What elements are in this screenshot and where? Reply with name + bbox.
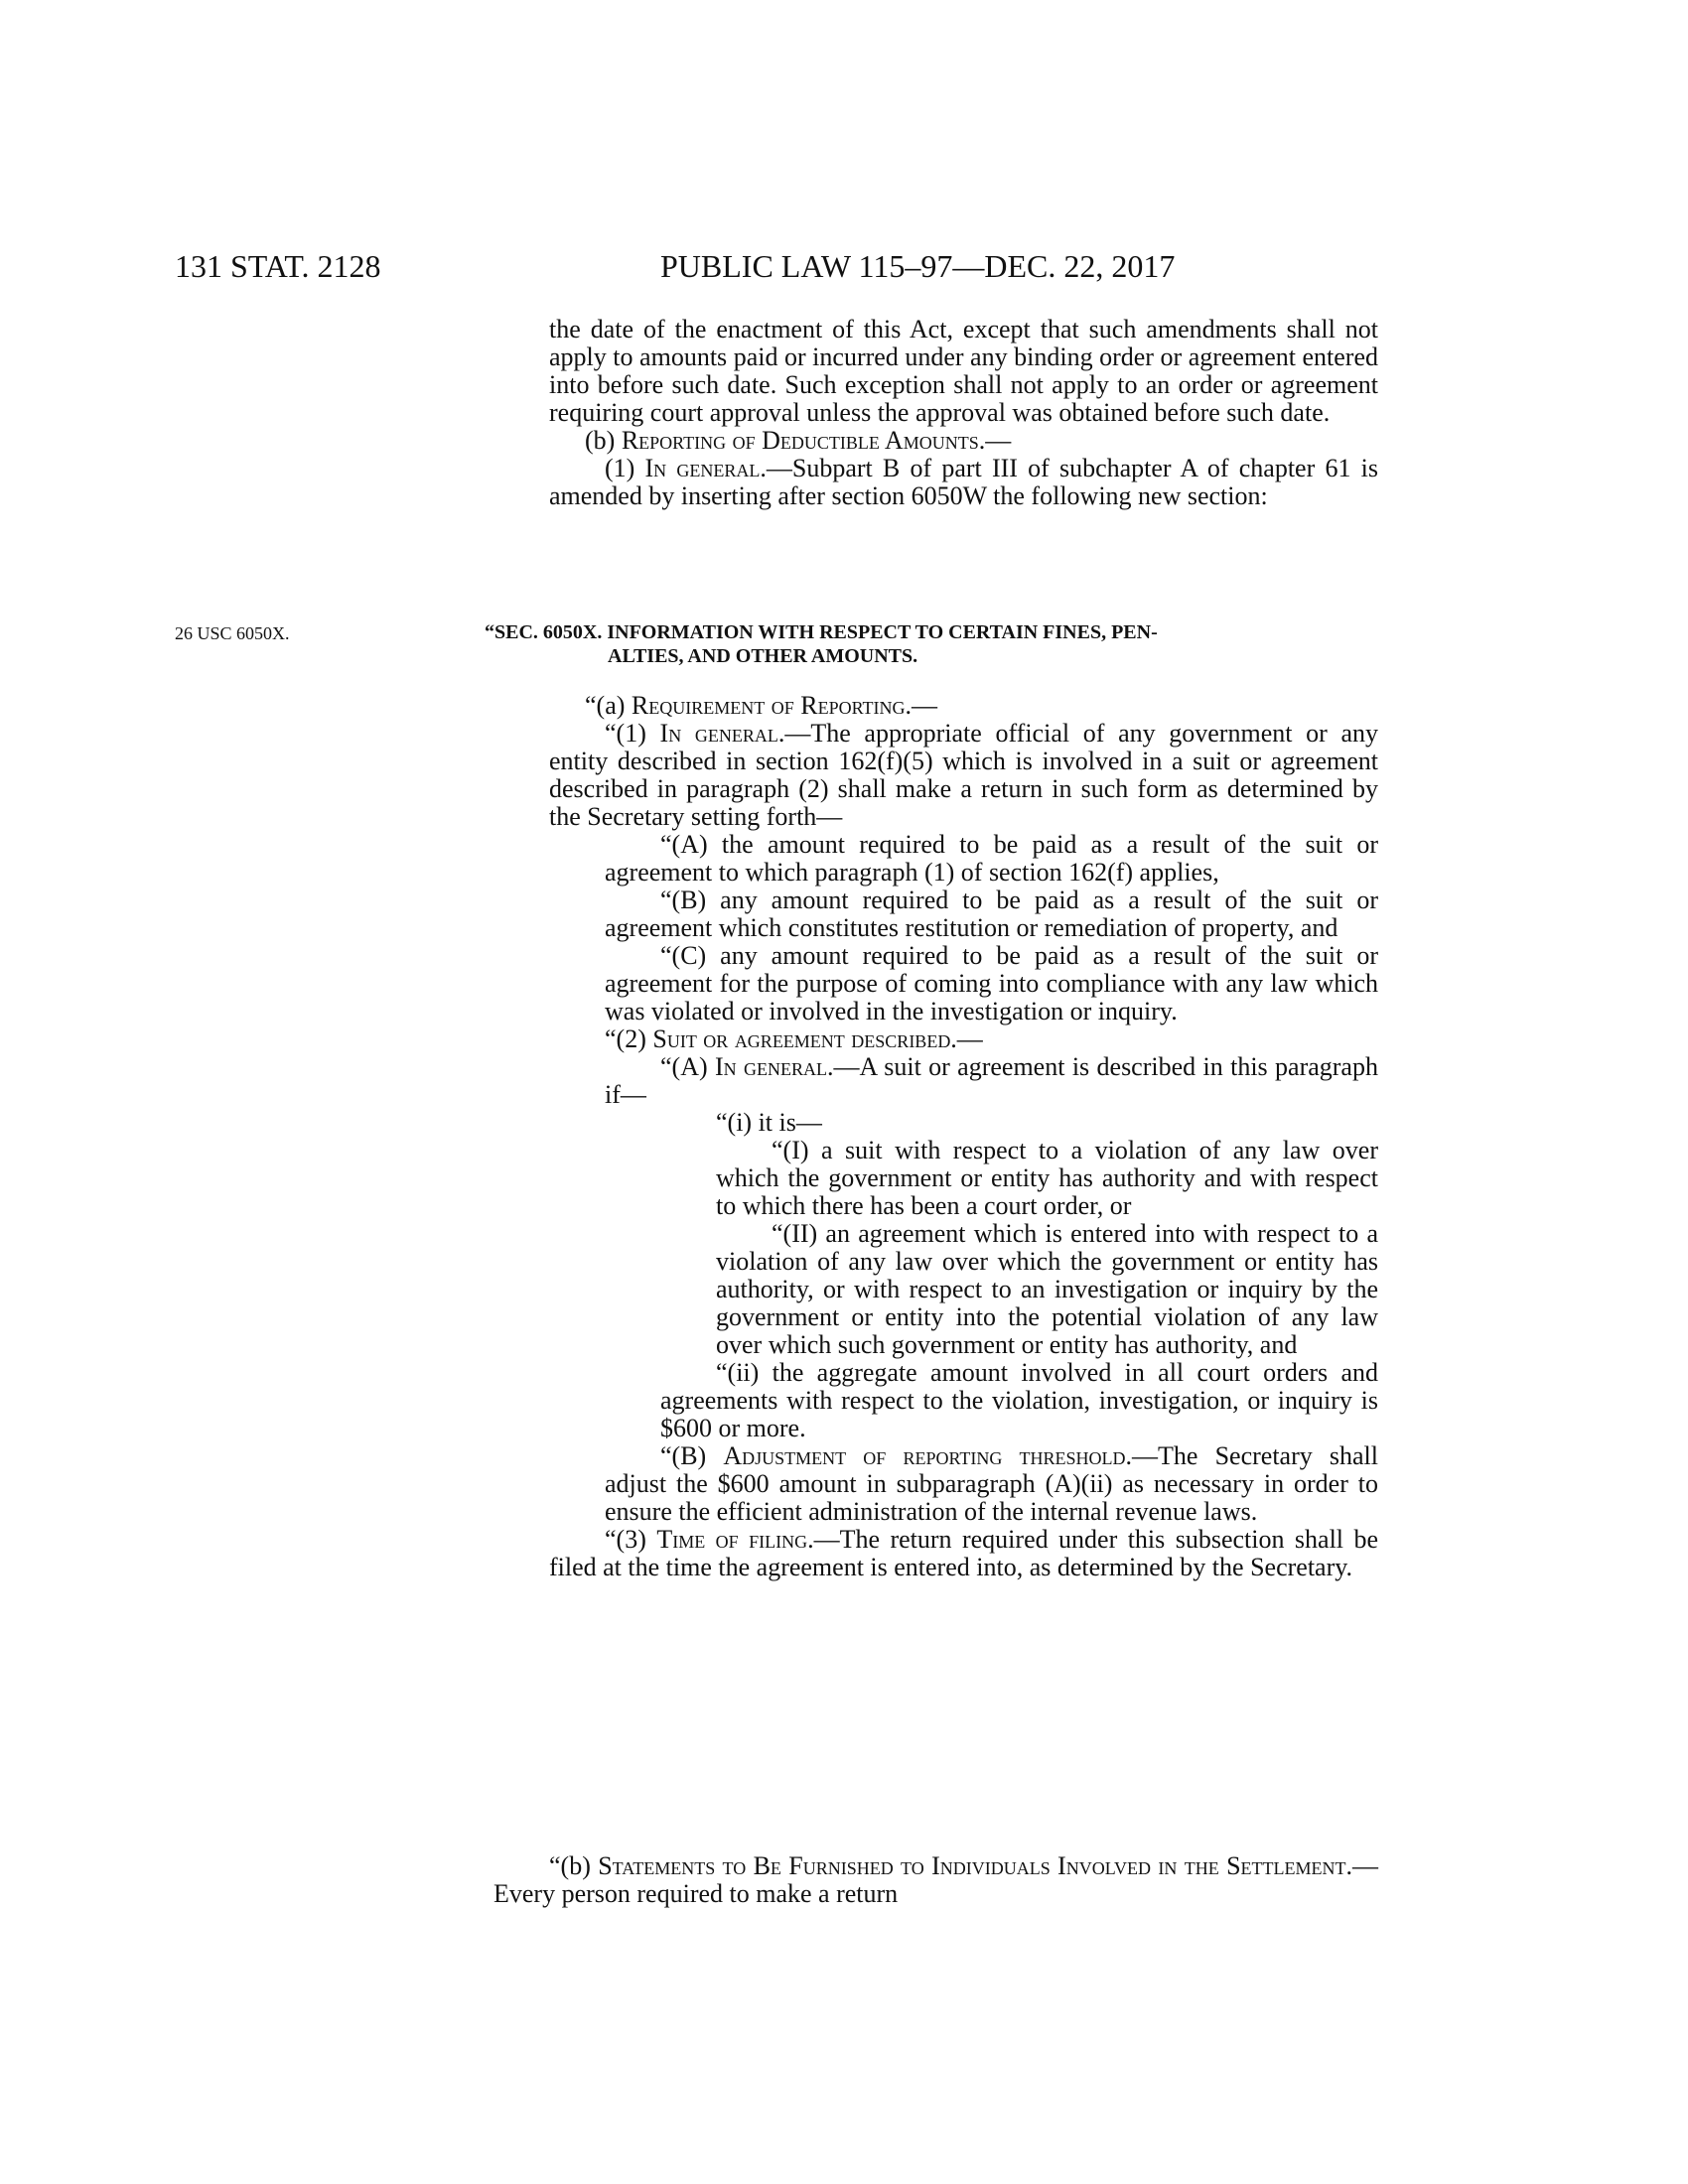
- label: “(A): [660, 1052, 715, 1081]
- heading: Suit or agreement described.—: [652, 1024, 983, 1053]
- heading: Time of filing.: [656, 1525, 814, 1554]
- clause-ii: “(ii) the aggregate amount involved in all court orders and agreements with respect to the violation, investigation, or inquiry is $600 or more.: [660, 1358, 1378, 1442]
- text: —The return required under this subsection shall be filed at the time the agreement is entered into, as determined by the Secretary.: [549, 1525, 1379, 1581]
- subparagraph-a2A: [605, 1053, 1378, 1109]
- text: —The appropriate official of any government or any entity described in section 162(f)(5) which is involved in a suit or agreement described in paragraph (2) shall make a return in such form as determined by the Secretary setting forth—: [549, 719, 1378, 831]
- text: —Subpart B of part III of subchapter A of chapter 61 is amended by inserting after section 6050W the following new section:: [549, 454, 1378, 510]
- subparagraph-a2B: [605, 1442, 1378, 1526]
- subsection-b-statements: [493, 1852, 1378, 1908]
- label: (b): [585, 426, 622, 455]
- heading: In general.: [715, 1052, 834, 1081]
- paragraph-a1: [549, 720, 1378, 831]
- section-heading: [485, 620, 1378, 668]
- subclause-I: “(I) a suit with respect to a violation of any law over which the government or entity has authority and with respect to which there has been a court order, or: [716, 1136, 1378, 1220]
- section-heading-line2: ALTIES, AND OTHER AMOUNTS.: [608, 645, 918, 667]
- label: “(b): [549, 1851, 599, 1880]
- heading: Reporting of Deductible Amounts.—: [621, 426, 1012, 455]
- label: “(2): [605, 1024, 653, 1053]
- section-body: [549, 692, 1378, 1581]
- label: (1): [605, 454, 645, 482]
- heading: In general.: [644, 454, 767, 482]
- subsection-a: [549, 692, 1378, 720]
- label: “(3): [605, 1525, 657, 1554]
- paragraph-b1: [549, 455, 1378, 510]
- body-top: [549, 316, 1378, 510]
- paragraph-effective-date: the date of the enactment of this Act, except that such amendments shall not apply to amounts paid or incurred under any binding order or agreement entered into before such date. Such exception shall not apply to an order or agreement requiring court approval unless the approval was obtained before such date.: [549, 315, 1378, 427]
- label: “(1): [605, 719, 660, 748]
- paragraph-a3: [549, 1526, 1378, 1581]
- paragraph-a2: [549, 1025, 1378, 1053]
- subparagraph-a1A: “(A) the amount required to be paid as a result of the suit or agreement to which paragraph (1) of section 162(f) applies,: [605, 830, 1378, 887]
- heading: In general.: [659, 719, 785, 748]
- label: “(B): [660, 1441, 724, 1470]
- heading: Requirement of Reporting.—: [631, 691, 937, 720]
- subsection-b: [549, 427, 1378, 455]
- subparagraph-a1C: “(C) any amount required to be paid as a result of the suit or agreement for the purpose of coming into compliance with any law which was violated or involved in the investigation or inquiry.: [605, 941, 1378, 1025]
- text: —Every person required to make a return: [493, 1851, 1378, 1908]
- stat-reference: 131 STAT. 2128: [175, 248, 381, 284]
- page-title: PUBLIC LAW 115–97—DEC. 22, 2017: [660, 248, 1176, 284]
- margin-note: 26 USC 6050X.: [175, 623, 290, 643]
- heading: Adjustment of reporting threshold.: [723, 1441, 1133, 1470]
- text: —The Secretary shall adjust the $600 amount in subparagraph (A)(ii) as necessary in order to ensure the efficient administration of the internal revenue laws.: [605, 1441, 1378, 1526]
- text: —A suit or agreement is described in this paragraph if—: [605, 1052, 1378, 1109]
- subclause-II: “(II) an agreement which is entered into with respect to a violation of any law over which the government or entity has authority, or with respect to an investigation or inquiry by the government or entity into the potential violation of any law over which such government or entity has authority, and: [716, 1219, 1378, 1359]
- heading: Statements to Be Furnished to Individuals Involved in the Settlement.: [598, 1851, 1352, 1880]
- section-heading-line1: “SEC. 6050X. INFORMATION WITH RESPECT TO CERTAIN FINES, PEN-: [485, 621, 1158, 643]
- clause-i: “(i) it is—: [716, 1108, 822, 1137]
- subsection-b-text: [493, 1852, 1378, 1908]
- subparagraph-a1B: “(B) any amount required to be paid as a result of the suit or agreement which constitutes restitution or remediation of property, and: [605, 886, 1378, 942]
- label: “(a): [585, 691, 632, 720]
